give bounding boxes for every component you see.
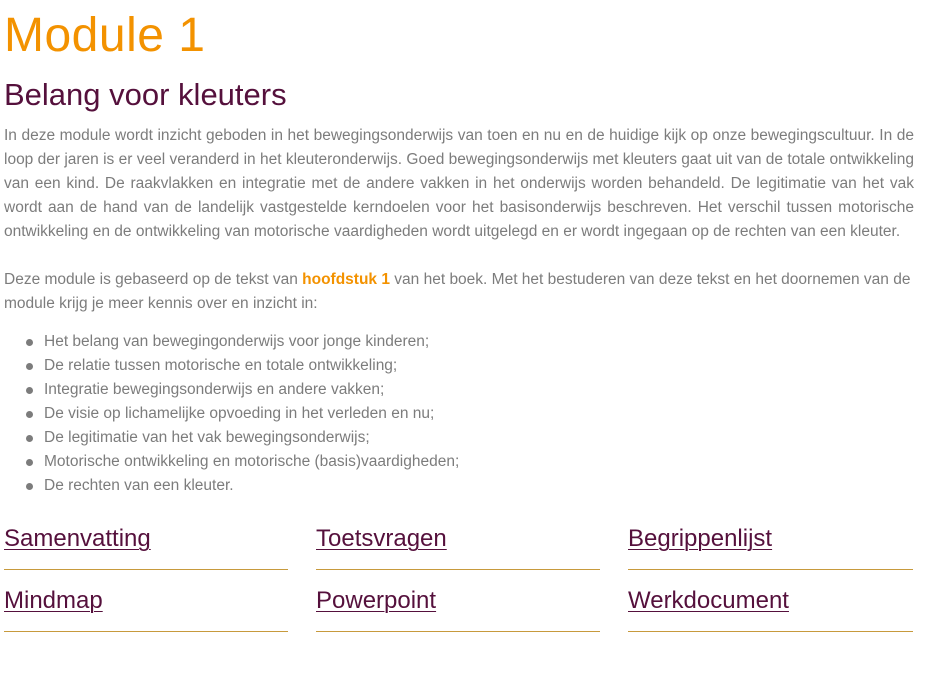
list-item: De relatie tussen motorische en totale ontwikkeling; bbox=[44, 354, 914, 378]
list-item: De rechten van een kleuter. bbox=[44, 474, 914, 498]
module-subtitle: Belang voor kleuters bbox=[4, 77, 287, 112]
powerpoint-link[interactable]: Powerpoint bbox=[316, 587, 437, 614]
resource-cell-werkdocument bbox=[628, 586, 913, 632]
list-item: Integratie bewegingsonderwijs en andere vakken; bbox=[44, 378, 914, 402]
basis-text-after: van het boek. Met het bestuderen van deze tekst en het doornemen van de module krijg je meer kennis over en inzicht in: bbox=[4, 271, 911, 312]
resource-links-grid bbox=[4, 524, 914, 632]
basis-paragraph bbox=[4, 268, 914, 316]
resource-cell-samenvatting bbox=[4, 524, 288, 570]
toetsvragen-link[interactable]: Toetsvragen bbox=[316, 525, 447, 552]
chapter-link[interactable]: hoofdstuk 1 bbox=[302, 271, 390, 288]
resource-cell-toetsvragen bbox=[316, 524, 600, 570]
module-title: Module 1 bbox=[4, 9, 206, 62]
samenvatting-link[interactable]: Samenvatting bbox=[4, 525, 151, 552]
mindmap-link[interactable]: Mindmap bbox=[4, 587, 103, 614]
basis-text-before: Deze module is gebaseerd op de tekst van bbox=[4, 271, 303, 288]
list-item: Motorische ontwikkeling en motorische (basis)vaardigheden; bbox=[44, 450, 914, 474]
list-item: De visie op lichamelijke opvoeding in het verleden en nu; bbox=[44, 402, 914, 426]
resource-cell-powerpoint bbox=[316, 586, 600, 632]
learning-goals-list bbox=[4, 330, 914, 498]
resource-cell-begrippenlijst bbox=[628, 524, 913, 570]
intro-paragraph: In deze module wordt inzicht geboden in het bewegingsonderwijs van toen en nu en de huidige kijk op onze bewegingscultuur. In de loop der jaren is er veel veranderd in het kleuteronderwijs. Goed bewegingsonderwijs met kleuters gaat uit van de totale ontwikkeling van een kind. De raakvlakken en integratie met de andere vakken in het onderwijs worden behandeld. De legitimatie van het vak wordt aan de hand van de landelijk vastgestelde kerndoelen voor het basisonderwijs beschreven. Het verschil tussen motorische ontwikkeling en de ontwikkeling van motorische vaardigheden wordt uitgelegd en er wordt ingegaan op de rechten van een kleuter. bbox=[4, 127, 914, 240]
list-item: Het belang van bewegingonderwijs voor jonge kinderen; bbox=[44, 330, 914, 354]
resource-cell-mindmap bbox=[4, 586, 288, 632]
list-item: De legitimatie van het vak bewegingsonderwijs; bbox=[44, 426, 914, 450]
begrippenlijst-link[interactable]: Begrippenlijst bbox=[628, 525, 773, 552]
werkdocument-link[interactable]: Werkdocument bbox=[628, 587, 789, 614]
